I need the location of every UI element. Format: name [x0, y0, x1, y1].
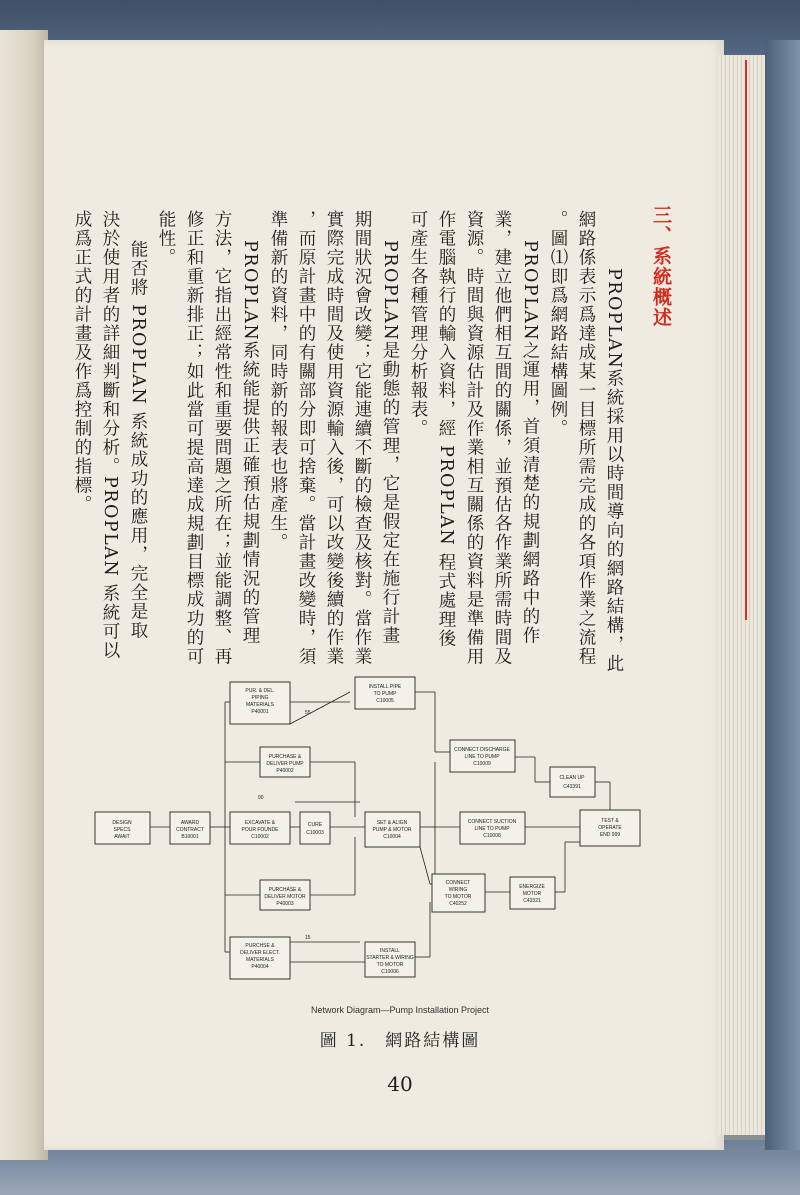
section-3-line: 準備新的資料，同時新的報表也將產生。 [268, 210, 288, 552]
facing-page-edge [0, 30, 48, 1160]
node-pur-motor-label: PURCHASE & DELIVER MOTOR P40003 [264, 887, 306, 907]
lag-label: 55 [305, 710, 311, 716]
section-3-line: 網路係表示爲達成某一目標所需完成的各項作業之流程 [576, 210, 596, 666]
page-stack-edge [718, 55, 768, 1135]
figure-caption: 圖 1. 網路結構圖 [319, 1031, 481, 1051]
node-install-starter-label: INSTALL STARTER & WIRING TO MOTOR C10006 [366, 948, 414, 975]
section-3-line: ，而原計畫中的有關部分即可捨棄。當計畫改變時，須 [296, 210, 316, 666]
network-diagram-svg [90, 662, 650, 1012]
network-diagram [90, 662, 650, 1012]
node-test-label: TEST & OPERATE END 999 [598, 818, 622, 838]
section-3-line: 成爲正式的計畫及作爲控制的指標。 [72, 210, 92, 514]
node-connect-discharge-label: CONNECT DISCHARGE LINE TO PUMP C10009 [454, 747, 510, 767]
red-margin-rule [745, 60, 747, 620]
section-3-line: 方法，它指出經常性和重要問題之所在；並能調整、再 [212, 210, 232, 666]
node-pur-elect-label: PURCHSE & DELIVER ELECT. MATERIALS P40004 [240, 943, 280, 970]
node-cure [300, 812, 330, 844]
section-3-heading: 三、系統概述 [650, 205, 672, 328]
node-clean-up [550, 767, 595, 797]
section-3-line: PROPLAN系統能提供正確預估規劃情況的管理 [240, 240, 260, 646]
section-3-line: 決於使用者的詳細判斷和分析。PROPLAN 系統可以 [100, 210, 120, 661]
section-3-line: 修正和重新排正；如此當可提高達成規劃目標成功的可 [184, 210, 204, 666]
node-award-label: AWARD CONTRACT B10001 [176, 820, 204, 840]
section-3-line: PROPLAN之運用，首須清楚的規劃網路中的作 [520, 240, 540, 646]
node-connect-suction-label: CONNECT SUCTION LINE TO PUMP C10008 [467, 819, 517, 839]
section-3-line: 可產生各種管理分析報表。 [408, 210, 428, 438]
node-pur-piping-label: PUR. & DEL. PIPING MATERIALS P40001 [245, 688, 275, 715]
node-design-label: DESIGN SPECS AWAIT [112, 820, 132, 840]
section-3-line: 能否將 PROPLAN 系統成功的應用，完全是取 [128, 240, 148, 641]
node-install-pipe-label: INSTALL PIPE TO PUMP C10005 [368, 684, 402, 704]
arrow-piping-lag [290, 692, 350, 724]
section-3-line: PROPLAN是動態的管理，它是假定在施行計畫 [380, 240, 400, 646]
section-3-line: 期間狀況會改變；它能連續不斷的檢查及核對。當作業 [352, 210, 372, 666]
lag-label: 90 [258, 795, 264, 801]
node-energize-label: ENERGIZE MOTOR C43321 [519, 884, 545, 904]
node-connect-wiring-label: CONNECT WIRING TO MOTOR C40252 [444, 880, 472, 907]
diagram-caption: Network Diagram—Pump Installation Project [310, 1005, 490, 1015]
node-set-align-label: SET & ALIGN PUMP & MOTOR C10004 [372, 820, 412, 840]
section-3-line: PROPLAN系統採用以時間導向的網路結構，此 [604, 268, 624, 674]
node-excavate-label: EXCAVATE & POUR FOUNDE C10002 [241, 820, 279, 840]
section-3-line: 資源。時間與資源估計及作業相互關係的資料是準備用 [464, 210, 484, 666]
section-3-line: 實際完成時間及使用資源輸入後，可以改變後續的作業 [324, 210, 344, 666]
lag-label: 15 [305, 935, 311, 941]
node-clean-up-label: CLEAN UP C43391 [559, 775, 585, 790]
node-cure-label: CURE C10003 [306, 822, 324, 836]
node-pur-pump-label: PURCHASE & DELIVER PUMP P40002 [266, 754, 304, 774]
section-3-line: 作電腦執行的輸入資料，經 PROPLAN 程式處理後 [436, 210, 456, 649]
section-3-line: 業，建立他們相互間的關係，並預估各作業所需時間及 [492, 210, 512, 666]
book-cover-edge [765, 40, 800, 1150]
section-3-line: 。圖⑴即爲網路結構圖例。 [548, 210, 568, 438]
arrow-set-wiring-diag [420, 847, 430, 884]
page-number: 40 [387, 1072, 413, 1096]
section-3-line: 能性。 [156, 210, 176, 267]
